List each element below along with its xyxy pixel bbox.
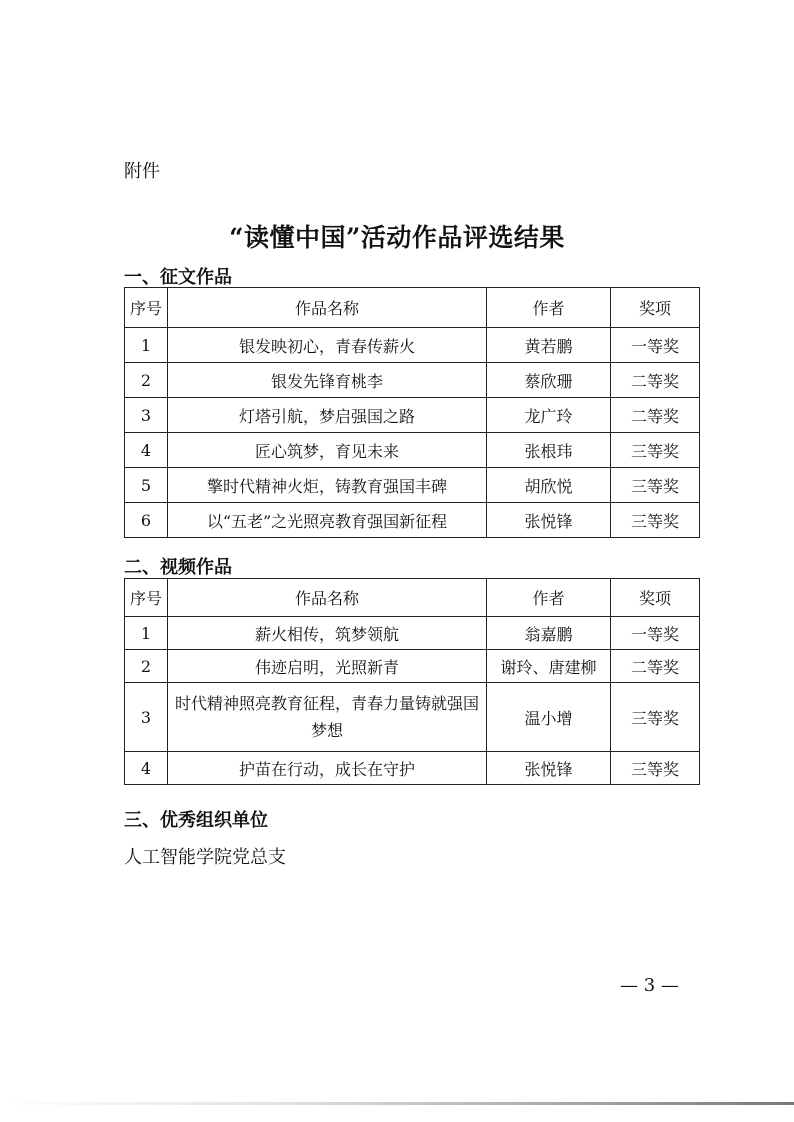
- header-author: 作者: [487, 288, 611, 328]
- section-heading-essays: 一、征文作品: [124, 267, 232, 288]
- table-row: [125, 433, 700, 468]
- table-row: [125, 468, 700, 503]
- row-number: 3: [125, 398, 168, 433]
- work-title: 伟迹启明，光照新青: [168, 650, 487, 683]
- row-number: 4: [125, 752, 168, 785]
- scan-edge-divider: [0, 1102, 794, 1105]
- work-title: 灯塔引航，梦启强国之路: [168, 398, 487, 433]
- page-number: — 3 —: [620, 975, 679, 996]
- award: 二等奖: [611, 398, 700, 433]
- work-title: 以“五老”之光照亮教育强国新征程: [168, 503, 487, 538]
- author: 温小增: [487, 683, 611, 752]
- attachment-label: 附件: [124, 161, 160, 182]
- row-number: 1: [125, 328, 168, 363]
- author: 张悦锋: [487, 752, 611, 785]
- row-number: 3: [125, 683, 168, 752]
- row-number: 5: [125, 468, 168, 503]
- author: 张悦锋: [487, 503, 611, 538]
- award: 三等奖: [611, 433, 700, 468]
- document-title: “读懂中国”活动作品评选结果: [229, 223, 565, 252]
- row-number: 2: [125, 650, 168, 683]
- header-number: 序号: [125, 288, 168, 328]
- row-number: 6: [125, 503, 168, 538]
- work-title: 时代精神照亮教育征程，青春力量铸就强国梦想: [168, 683, 487, 752]
- table-row: [125, 617, 700, 650]
- table-row: [125, 752, 700, 785]
- work-title: 薪火相传，筑梦领航: [168, 617, 487, 650]
- award: 二等奖: [611, 650, 700, 683]
- header-work-title: 作品名称: [168, 288, 487, 328]
- video-results-table: [124, 578, 700, 785]
- essay-results-table: [124, 287, 700, 538]
- row-number: 4: [125, 433, 168, 468]
- table-row: [125, 503, 700, 538]
- award: 二等奖: [611, 363, 700, 398]
- header-number: 序号: [125, 579, 168, 617]
- table-row: [125, 398, 700, 433]
- table-header-row: [125, 579, 700, 617]
- table-header-row: [125, 288, 700, 328]
- header-work-title: 作品名称: [168, 579, 487, 617]
- author: 张根玮: [487, 433, 611, 468]
- award: 三等奖: [611, 683, 700, 752]
- section-heading-organizations: 三、优秀组织单位: [124, 810, 268, 831]
- work-title: 银发先锋育桃李: [168, 363, 487, 398]
- work-title: 银发映初心，青春传薪火: [168, 328, 487, 363]
- table-row: [125, 650, 700, 683]
- table-row: [125, 363, 700, 398]
- author: 翁嘉鹏: [487, 617, 611, 650]
- work-title: 匠心筑梦，育见未来: [168, 433, 487, 468]
- author: 胡欣悦: [487, 468, 611, 503]
- header-award: 奖项: [611, 288, 700, 328]
- award: 一等奖: [611, 328, 700, 363]
- author: 龙广玲: [487, 398, 611, 433]
- work-title: 护苗在行动，成长在守护: [168, 752, 487, 785]
- award: 三等奖: [611, 503, 700, 538]
- row-number: 2: [125, 363, 168, 398]
- award: 一等奖: [611, 617, 700, 650]
- author: 谢玲、唐建柳: [487, 650, 611, 683]
- award: 三等奖: [611, 752, 700, 785]
- author: 黄若鹏: [487, 328, 611, 363]
- section-heading-videos: 二、视频作品: [124, 557, 232, 578]
- author: 蔡欣珊: [487, 363, 611, 398]
- table-row: [125, 683, 700, 752]
- award: 三等奖: [611, 468, 700, 503]
- header-author: 作者: [487, 579, 611, 617]
- header-award: 奖项: [611, 579, 700, 617]
- work-title: 擎时代精神火炬，铸教育强国丰碑: [168, 468, 487, 503]
- table-row: [125, 328, 700, 363]
- row-number: 1: [125, 617, 168, 650]
- organization-name: 人工智能学院党总支: [124, 847, 286, 868]
